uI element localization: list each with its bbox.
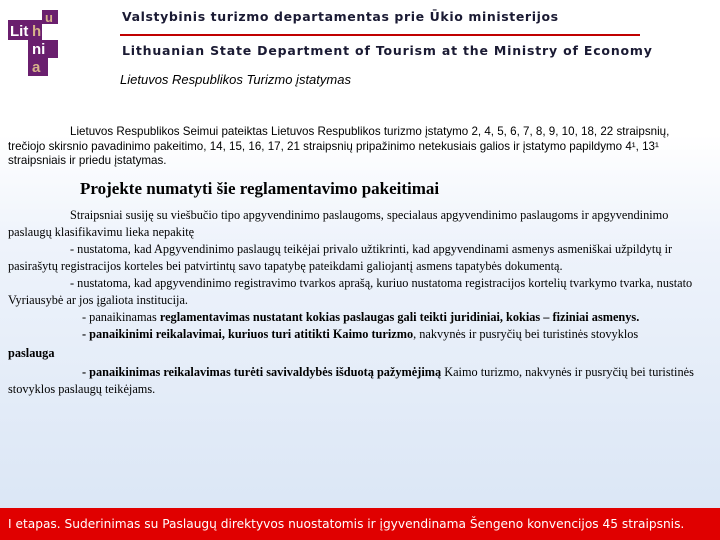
svg-text:a: a bbox=[44, 25, 53, 42]
lithuania-logo bbox=[8, 10, 74, 76]
paragraph-5-text: , nakvynės ir pusryčių bei turistinės stovyklos bbox=[413, 327, 639, 341]
department-title-lt: Valstybinis turizmo departamentas prie Ūkio ministerijos bbox=[122, 9, 559, 24]
svg-text:h: h bbox=[32, 23, 42, 40]
paragraph-4-bold: reglamentavimas nustatant kokias paslaugas gali teikti juridiniai, kokias – fiziniai asmenys. bbox=[159, 310, 640, 324]
paragraph-5-tail: paslauga bbox=[8, 346, 55, 360]
paragraph-6 bbox=[8, 364, 714, 398]
header-divider bbox=[120, 34, 640, 36]
paragraph-4 bbox=[8, 309, 714, 326]
svg-text:u: u bbox=[45, 10, 53, 25]
svg-text:Lit: Lit bbox=[10, 23, 29, 40]
paragraph-4-text: - panaikinamas bbox=[82, 310, 160, 324]
paragraph-5-continuation bbox=[8, 345, 714, 362]
law-subtitle: Lietuvos Respublikos Turizmo įstatymas bbox=[120, 72, 351, 87]
paragraph-3: - nustatoma, kad apgyvendinimo registravimo tvarkos aprašą, kuriuo nustatoma registracijos kortelių tvarkymo tvarka, nustato Vyriausybė ar jos įgaliota institucija. bbox=[8, 276, 693, 307]
changes-body bbox=[8, 207, 714, 398]
section-heading: Projekte numatyti šie reglamentavimo pakeitimai bbox=[80, 179, 440, 198]
footer-banner: I etapas. Suderinimas su Paslaugų direktyvos nuostatomis ir įgyvendinama Šengeno konvencijos 45 straipsnis. bbox=[0, 508, 720, 540]
intro-paragraph: Lietuvos Respublikos Seimui pateiktas Lietuvos Respublikos turizmo įstatymo 2, 4, 5, 6, 7, 8, 9, 10, 18, 22 straipsnių, trečiojo skirsnio pavadinimo pakeitimo, 14, 15, 16, 17, 21 straipsnių pripažinimo netekusiais galios ir įstatymo papildymo 4¹, 13¹ straipsniais ir priedu įstatymas. bbox=[8, 125, 670, 167]
department-title-en: Lithuanian State Department of Tourism at the Ministry of Economy bbox=[122, 43, 653, 58]
paragraph-5 bbox=[8, 326, 714, 343]
paragraph-1: Straipsniai susiję su viešbučio tipo apgyvendinimo paslaugoms, specialaus apgyvendinimo paslaugoms ir apgyvendinimo paslaugų klasifikavimu lieka nepakitę bbox=[8, 208, 669, 239]
paragraph-5-bold: - panaikinimi reikalavimai, kuriuos turi atitikti Kaimo turizmo bbox=[82, 327, 414, 341]
svg-text:a: a bbox=[32, 59, 41, 76]
paragraph-6-text: Kaimo turizmo, nakvynės ir pusryčių bei turistinės stovyklos paslaugų teikėjams. bbox=[8, 365, 694, 396]
paragraph-6-bold: - panaikinimas reikalavimas turėti savivaldybės išduotą pažymėjimą bbox=[82, 365, 442, 379]
paragraph-2: - nustatoma, kad Apgyvendinimo paslaugų teikėjai privalo užtikrinti, kad apgyvendinami asmenys asmeniškai užpildytų ir pasirašytų registracijos korteles bei patvirtintų savo tapatybę pateikdami galiojantį asmens tapatybės dokumentą. bbox=[8, 242, 673, 273]
svg-text:ni: ni bbox=[32, 41, 46, 58]
